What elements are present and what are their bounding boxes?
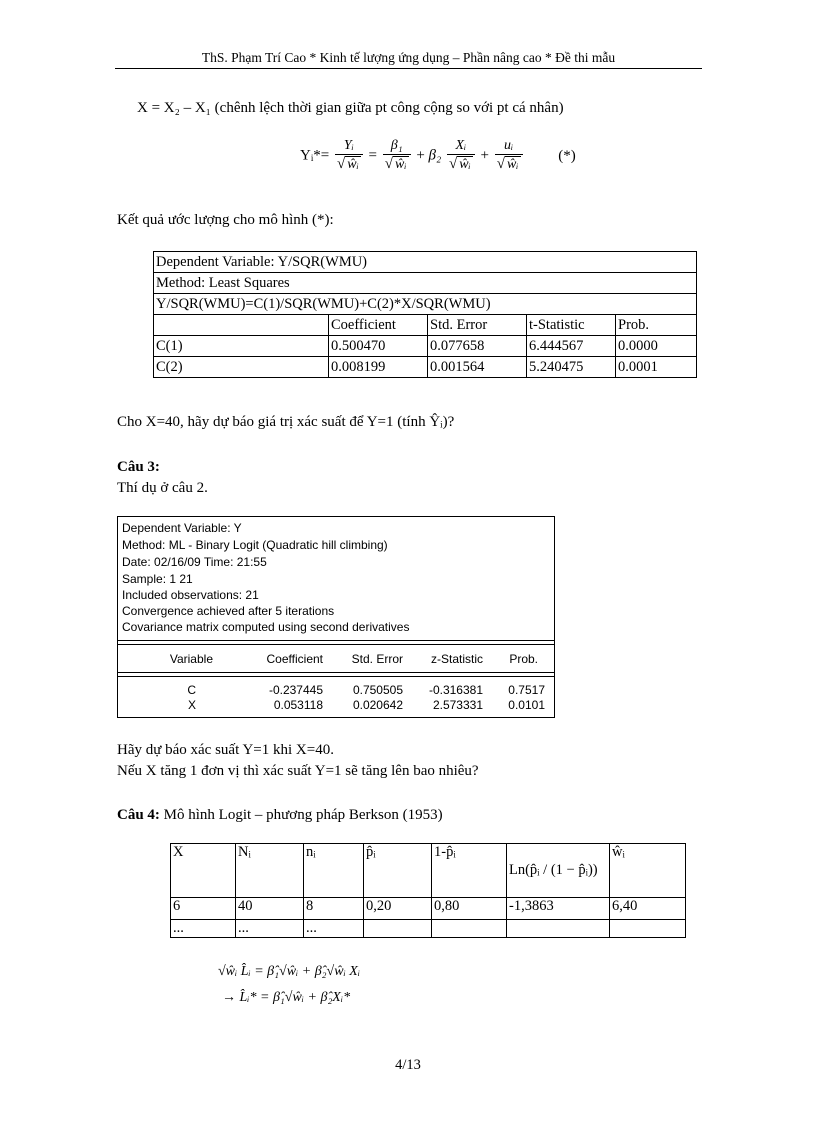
ev-cell: 0.053118 — [273, 698, 323, 712]
eq-den-4: ŵᵢ — [506, 157, 519, 172]
eq-den-2: ŵᵢ — [395, 157, 407, 172]
ev-header: Prob. — [509, 652, 538, 666]
t1-equation: Y/SQR(WMU)=C(1)/SQR(WMU)+C(2)*X/SQR(WMU) — [154, 294, 697, 315]
t3-cell: 6 — [171, 898, 236, 920]
ev-line: Sample: 1 21 — [122, 572, 193, 586]
model-equation: Yᵢ*= $\frac{\text{Yᵢ}}{\text{√ ŵᵢ}}$ = $\frac{\text{β₁}}{\text{√ ŵᵢ}}$ + β₂ $\frac{\text{Xᵢ}}{\text{√ ŵᵢ}}$ + $\frac{\text{uᵢ}}{\text{√ ŵᵢ}}$ (*) — [300, 138, 576, 172]
cau4-heading — [117, 805, 443, 825]
page-header: ThS. Phạm Trí Cao * Kinh tế lượng ứng dụng – Phần nâng cao * Đề thi mẫu — [201, 50, 616, 65]
t1-cell: 0.001564 — [428, 357, 527, 378]
t3-cell: ... — [304, 920, 364, 938]
ev-cell: 2.573331 — [432, 698, 483, 712]
cau3-title: Câu 3: — [117, 459, 160, 475]
t1-cell: 0.0001 — [616, 357, 697, 378]
t1-method: Method: Least Squares — [154, 273, 697, 294]
ev-cell: -0.237445 — [268, 683, 323, 697]
eq-beta2: β₂ — [428, 147, 442, 164]
cau4-text: Mô hình Logit – phương pháp Berkson (1953) — [159, 807, 443, 823]
question-3a: Hãy dự báo xác suất Y=1 khi X=40. — [117, 742, 334, 758]
eq-lhs: Yᵢ*= — [300, 147, 330, 164]
ev-line: Date: 02/16/09 Time: 21:55 — [122, 555, 267, 569]
eq-num-y: Yᵢ — [335, 138, 363, 155]
eq-frac-u: $\frac{\text{uᵢ}}{\text{√ ŵᵢ}}$ — [495, 138, 523, 174]
t3-cell — [432, 920, 507, 938]
question-3b: Nếu X tăng 1 đơn vị thì xác suất Y=1 sẽ tăng lên bao nhiêu? — [117, 763, 479, 779]
eq-frac-y: $\frac{\text{Yᵢ}}{\text{√ ŵᵢ}}$ — [335, 138, 363, 174]
ev-cell: -0.316381 — [428, 683, 483, 697]
eq-num-x: Xᵢ — [447, 138, 475, 155]
t3-cell: -1,3863 — [507, 898, 610, 920]
t3-header-cell: nᵢ — [304, 844, 364, 898]
t3-cell — [364, 920, 432, 938]
page-number: 4/13 — [395, 1057, 421, 1073]
t1-cell: C(1) — [154, 336, 329, 357]
ev-header: Variable — [169, 652, 213, 666]
t1-cell: 0.077658 — [428, 336, 527, 357]
x-definition: X = X₂ – X₁ (chênh lệch thời gian giữa pt công cộng so với pt cá nhân) — [137, 100, 564, 116]
t3-header-row — [171, 844, 686, 898]
t1-cell: 0.500470 — [329, 336, 428, 357]
t3-cell: 0,80 — [432, 898, 507, 920]
t3-cell: ... — [236, 920, 304, 938]
ev-line: Convergence achieved after 5 iterations — [122, 604, 335, 618]
t1-header-cell: Prob. — [616, 315, 697, 336]
ev-cell: 0.0101 — [508, 698, 545, 712]
eq-num-u: uᵢ — [495, 138, 523, 155]
ev-header: Coefficient — [266, 652, 323, 666]
cau3-text: Thí dụ ở câu 2. — [117, 480, 208, 496]
t1-dep-var: Dependent Variable: Y/SQR(WMU) — [154, 252, 697, 273]
t1-cell: C(2) — [154, 357, 329, 378]
question-predict: Cho X=40, hãy dự báo giá trị xác suất để Y=1 (tính Ŷᵢ)? — [117, 414, 455, 430]
berkson-equation-2: → L̂ᵢ* = β̂₁√ŵᵢ + β̂₂Xᵢ* — [222, 990, 351, 1005]
t1-cell: 6.444567 — [527, 336, 616, 357]
berkson-equation-1: √ŵᵢ L̂ᵢ = β̂₁√ŵᵢ + β̂₂√ŵᵢ Xᵢ — [218, 964, 361, 979]
header-rule — [115, 68, 702, 69]
eq-tag: (*) — [558, 147, 576, 164]
t3-cell — [610, 920, 686, 938]
table-row — [154, 336, 697, 357]
ols-results-table — [153, 251, 697, 378]
t3-cell — [507, 920, 610, 938]
t3-cell: 0,20 — [364, 898, 432, 920]
table-row — [171, 920, 686, 938]
ev-divider-mid — [118, 672, 554, 677]
t3-cell: 40 — [236, 898, 304, 920]
t3-header-cell: X — [171, 844, 236, 898]
t3-cell: 6,40 — [610, 898, 686, 920]
eq-frac-x: $\frac{\text{Xᵢ}}{\text{√ ŵᵢ}}$ — [447, 138, 475, 174]
t3-header-cell: ŵᵢ — [610, 844, 686, 898]
ev-divider-top — [118, 640, 554, 645]
ev-line: Covariance matrix computed using second derivatives — [122, 620, 410, 634]
ev-line: Dependent Variable: Y — [122, 521, 242, 535]
table-row — [154, 357, 697, 378]
t3-header-cell: Nᵢ — [236, 844, 304, 898]
t1-cell: 0.0000 — [616, 336, 697, 357]
eq-den-1: ŵᵢ — [347, 157, 359, 172]
eq-num-b1: β₁ — [383, 138, 411, 155]
t1-header-cell: t-Statistic — [527, 315, 616, 336]
ev-line: Included observations: 21 — [122, 588, 259, 602]
ev-cell: 0.7517 — [508, 683, 545, 697]
ev-cell: 0.020642 — [352, 698, 403, 712]
ev-header: Std. Error — [351, 652, 403, 666]
t1-header-cell: Std. Error — [428, 315, 527, 336]
t1-header-cell — [154, 315, 329, 336]
t1-cell: 5.240475 — [527, 357, 616, 378]
eviews-output — [117, 516, 555, 718]
t3-header-cell: Ln(p̂ᵢ / (1 − p̂ᵢ)) — [507, 844, 610, 898]
result-intro: Kết quả ước lượng cho mô hình (*): — [117, 212, 334, 228]
t3-cell: ... — [171, 920, 236, 938]
t3-header-cell: p̂ᵢ — [364, 844, 432, 898]
ev-var: X — [187, 698, 196, 712]
ev-var: C — [187, 683, 196, 697]
t3-cell: 8 — [304, 898, 364, 920]
t1-cell: 0.008199 — [329, 357, 428, 378]
ev-header: z-Statistic — [430, 652, 483, 666]
eq-den-3: ŵᵢ — [459, 157, 471, 172]
eq-frac-b1: $\frac{\text{β₁}}{\text{√ ŵᵢ}}$ — [383, 138, 411, 174]
cau4-title: Câu 4: — [117, 807, 160, 823]
table-row — [171, 898, 686, 920]
ev-line: Method: ML - Binary Logit (Quadratic hill climbing) — [122, 538, 388, 552]
t1-header-row — [154, 315, 697, 336]
berkson-table — [170, 843, 686, 938]
t3-header-cell: 1-p̂ᵢ — [432, 844, 507, 898]
ev-cell: 0.750505 — [352, 683, 403, 697]
t1-header-cell: Coefficient — [329, 315, 428, 336]
